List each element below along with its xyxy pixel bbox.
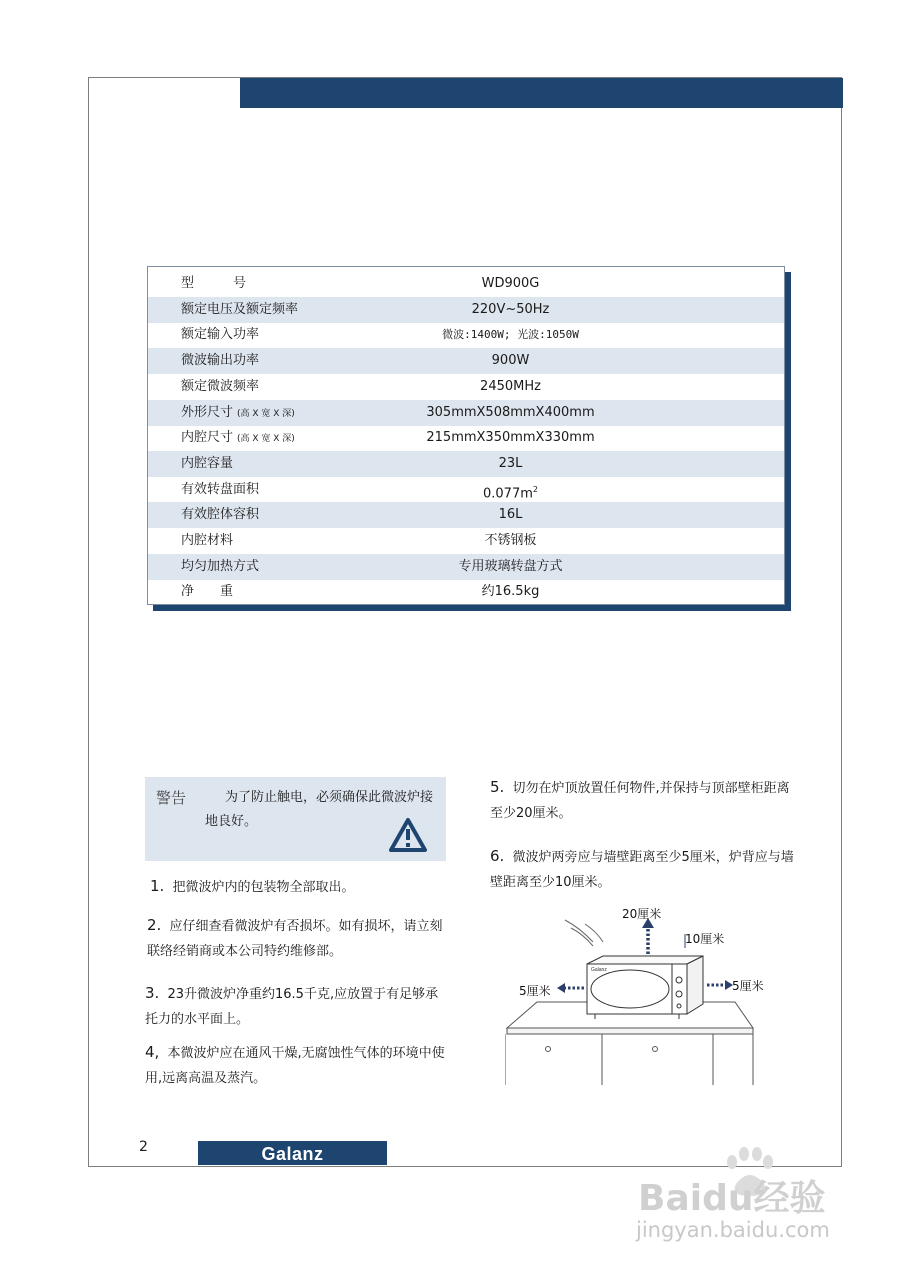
page-number: 2: [139, 1139, 148, 1155]
oven-brand-label: Galanz: [591, 967, 607, 973]
brand-bar: Galanz: [198, 1141, 387, 1165]
warning-label: 警告: [156, 789, 187, 807]
warning-text: 为了防止触电，必须确保此微波炉接地良好。: [205, 790, 434, 829]
spec-row: [148, 554, 784, 580]
spec-row: [148, 322, 784, 348]
spec-value: 23L: [498, 455, 523, 471]
spec-row: [148, 477, 784, 503]
note-text: 23升微波炉净重约16.5千克,应放置于有足够承托力的水平面上。: [145, 987, 439, 1027]
note-text: 把微波炉内的包装物全部取出。: [172, 880, 355, 895]
note-number: 2.: [147, 916, 162, 934]
note-number: 6.: [490, 847, 505, 865]
note-number: 1.: [150, 877, 165, 895]
label-top-clearance: 20厘米: [622, 907, 662, 921]
note-1: [150, 874, 445, 900]
note-number: 3.: [145, 984, 160, 1002]
warning-box: [145, 777, 446, 861]
label-back-clearance: 10厘米: [685, 932, 725, 946]
spec-label: 有效腔体容积: [181, 507, 260, 523]
spec-value: 220V~50Hz: [471, 301, 550, 317]
spec-label: 型 号: [181, 276, 247, 291]
note-5: [490, 775, 795, 826]
spec-label: 均匀加热方式: [181, 558, 260, 574]
spec-label-note: (高 X 宽 X 深): [237, 408, 295, 419]
label-right-clearance: 5厘米: [732, 979, 764, 993]
note-number: 5.: [490, 778, 505, 796]
spec-label: 净 重: [181, 584, 234, 600]
note-2: [147, 913, 445, 964]
spec-label: 内腔容量: [181, 455, 234, 471]
spec-row: [148, 502, 784, 528]
clearance-figure: [505, 900, 765, 1089]
spec-row: [148, 425, 784, 451]
note-text: 微波炉两旁应与墙壁距离至少5厘米，炉背应与墙壁距离至少10厘米。: [490, 850, 794, 890]
spec-value: WD900G: [481, 276, 540, 291]
spec-value: 微波:1400W; 光波:1050W: [442, 328, 579, 342]
spec-row: [148, 579, 784, 605]
spec-value: 215mmX350mmX330mm: [426, 430, 595, 446]
note-3: [145, 981, 448, 1032]
spec-row: [148, 348, 784, 374]
label-left-clearance: 5厘米: [519, 984, 551, 998]
spec-row: [148, 271, 784, 297]
spec-row: [148, 451, 784, 477]
spec-value: 2450MHz: [480, 378, 541, 394]
spec-row: [148, 297, 784, 323]
spec-row: [148, 374, 784, 400]
spec-row: [148, 528, 784, 554]
spec-value: 900W: [491, 353, 530, 369]
spec-label: 额定输入功率: [181, 327, 260, 343]
spec-value: 不锈钢板: [484, 533, 537, 548]
spec-label: 外形尺寸 (高 X 宽 X 深): [181, 404, 295, 420]
note-6: [490, 844, 795, 895]
spec-label-note: (高 X 宽 X 深): [237, 434, 295, 445]
note-text: 切勿在炉顶放置任何物件,并保持与顶部壁柜距离至少20厘米。: [490, 781, 790, 821]
note-4: [145, 1040, 448, 1091]
note-text: 本微波炉应在通风干燥,无腐蚀性气体的环境中使用,远离高温及蒸汽。: [145, 1046, 445, 1086]
spec-table: [147, 266, 785, 605]
watermark-url: jingyan.baidu.com: [636, 1218, 830, 1242]
spec-label: 额定电压及额定频率: [181, 301, 299, 317]
spec-value: $0.077m^2$: [483, 484, 538, 501]
spec-label: 内腔尺寸 (高 X 宽 X 深): [181, 430, 295, 446]
spec-label: 有效转盘面积: [181, 481, 260, 497]
spec-value: 专用玻璃转盘方式: [458, 558, 563, 574]
note-number: 4,: [145, 1043, 160, 1061]
spec-label: 微波输出功率: [181, 353, 260, 369]
spec-value-superscript: 2: [532, 484, 538, 494]
spec-row: [148, 400, 784, 426]
watermark-logo-text: Baidu经验: [638, 1178, 826, 1219]
header-bar: [240, 78, 843, 108]
spec-label: 内腔材料: [181, 533, 234, 548]
baidu-watermark-logo: [636, 1140, 856, 1220]
warning-triangle-icon: [388, 817, 428, 853]
spec-value: 约16.5kg: [481, 584, 540, 600]
spec-value: 16L: [498, 507, 523, 523]
spec-label: 额定微波频率: [181, 378, 260, 394]
spec-value: 305mmX508mmX400mm: [426, 404, 595, 420]
note-text: 应仔细查看微波炉有否损坏。如有损坏，请立刻联络经销商或本公司特约维修部。: [147, 919, 443, 959]
